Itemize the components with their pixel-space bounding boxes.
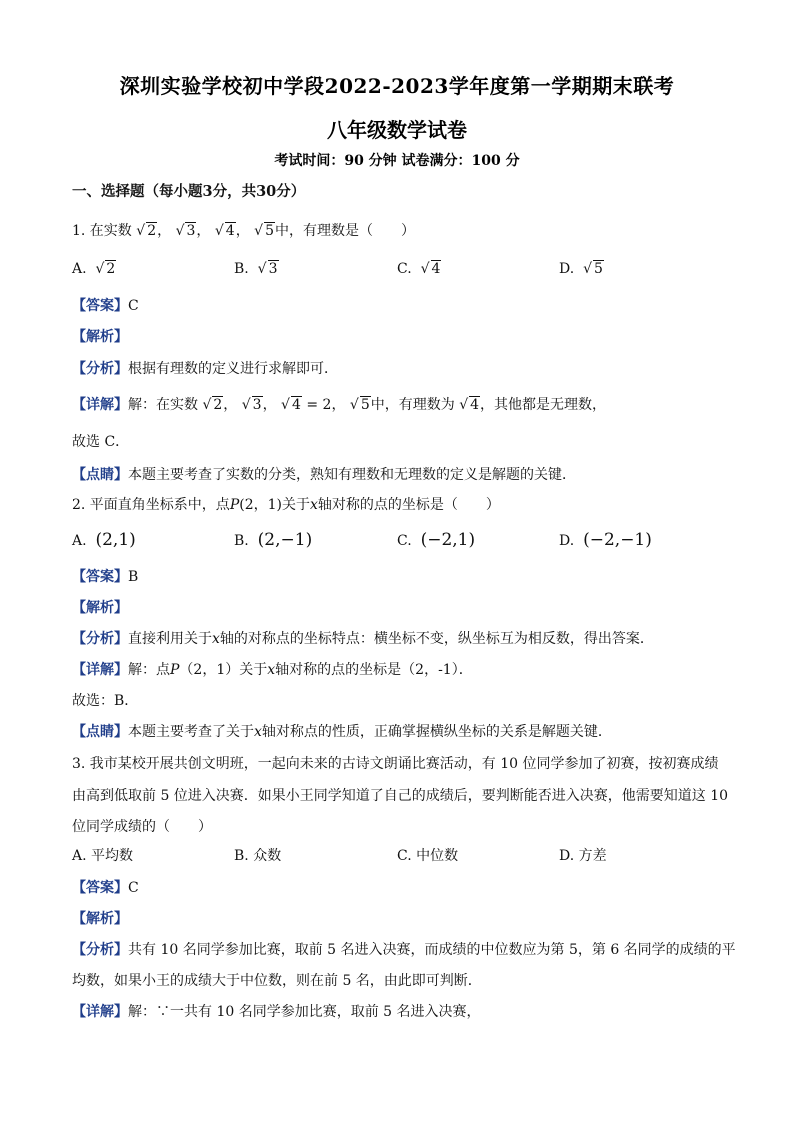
exam-subtitle: 八年级数学试卷 — [327, 118, 467, 142]
q3-stem-line1: 3. 我市某校开展共创文明班，一起向未来的古诗文朗诵比赛活动，有 10 位同学参加了初赛，按初赛成绩 — [72, 756, 719, 772]
q3-option-a: A. 平均数 — [72, 848, 134, 864]
q2-answer: 【答案】B — [72, 569, 139, 585]
section-title-choice: 一、选择题（每小题3分，共30分） — [72, 183, 306, 200]
q1-stem-prefix: 1. 在实数 — [72, 223, 132, 239]
q3-fenxi-line1: 【分析】共有 10 名同学参加比赛，取前 5 名进入决赛，而成绩的中位数应为第 5，第 6 名同学的成绩的平 — [72, 942, 736, 958]
q1-fenxi: 【分析】根据有理数的定义进行求解即可． — [72, 361, 338, 377]
exam-title: 深圳实验学校初中学段2022-2023学年度第一学期期末联考 — [119, 74, 675, 98]
q1-answer: 【答案】C — [72, 298, 139, 314]
q3-stem-line3: 位同学成绩的（ ） — [72, 819, 212, 835]
q1-option-c: C. √ 4 — [397, 261, 441, 277]
exam-info: 考试时间：90 分钟 试卷满分：100 分 — [274, 153, 520, 169]
q2-stem: 2. 平面直角坐标系中，点P(2，1)关于x轴对称的点的坐标是（ ） — [72, 497, 500, 513]
q3-option-d: D. 方差 — [559, 848, 607, 864]
q1-sqrt5: √ 5 — [254, 223, 274, 239]
q2-conclusion: 故选：B． — [72, 693, 139, 709]
q3-fenxi-line2: 均数，如果小王的成绩大于中位数，则在前 5 名，由此即可判断． — [72, 973, 482, 989]
q1-dianjing: 【点睛】本题主要考查了实数的分类，熟知有理数和无理数的定义是解题的关键． — [72, 467, 576, 483]
q1-xiangjie: 【详解】解：在实数 √ 2， √ 3， √ 4 = 2， √ 5中，有理数为 √ 4，其他都是无理数， — [72, 397, 607, 413]
q1-sqrt4: √ 4 — [214, 223, 235, 239]
q2-option-b: B. (2,−1) — [234, 530, 313, 550]
q3-option-c: C. 中位数 — [397, 848, 459, 864]
q2-option-a: A. (2,1) — [72, 530, 136, 550]
q3-answer: 【答案】C — [72, 880, 139, 896]
q1-conclusion: 故选 C． — [72, 434, 130, 450]
q3-xiangjie: 【详解】解：∵一共有 10 名同学参加比赛，取前 5 名进入决赛， — [72, 1004, 481, 1020]
q1-option-b: B. √ 3 — [234, 261, 278, 277]
q2-analysis-heading: 【解析】 — [72, 600, 128, 616]
q2-xiangjie: 【详解】解：点P（2，1）关于x轴对称的点的坐标是（2，-1）． — [72, 662, 473, 678]
q1-sqrt2: √ 2 — [136, 223, 157, 239]
q1-option-d: D. √ 5 — [559, 261, 603, 277]
q3-analysis-heading: 【解析】 — [72, 911, 128, 927]
q2-dianjing: 【点睛】本题主要考查了关于x轴对称点的性质，正确掌握横纵坐标的关系是解题关键． — [72, 724, 612, 740]
q1-sqrt3: √ 3 — [175, 223, 196, 239]
q2-option-c: C. (−2,1) — [397, 530, 476, 550]
q1-stem: 1. 在实数 √ 2， √ 3， √ 4， √ 5中，有理数是（ ） — [72, 223, 415, 239]
q1-option-a: A. √ 2 — [72, 261, 116, 277]
q1-stem-suffix: 中，有理数是（ ） — [275, 223, 415, 239]
q1-analysis-heading: 【解析】 — [72, 329, 128, 345]
q2-option-d: D. (−2,−1) — [559, 530, 652, 550]
q3-option-b: B. 众数 — [234, 848, 282, 864]
q2-fenxi: 【分析】直接利用关于x轴的对称点的坐标特点：横坐标不变，纵坐标互为相反数，得出答案． — [72, 631, 654, 647]
q3-stem-line2: 由高到低取前 5 位进入决赛．如果小王同学知道了自己的成绩后，要判断能否进入决赛，他需要知道这 10 — [72, 788, 729, 804]
